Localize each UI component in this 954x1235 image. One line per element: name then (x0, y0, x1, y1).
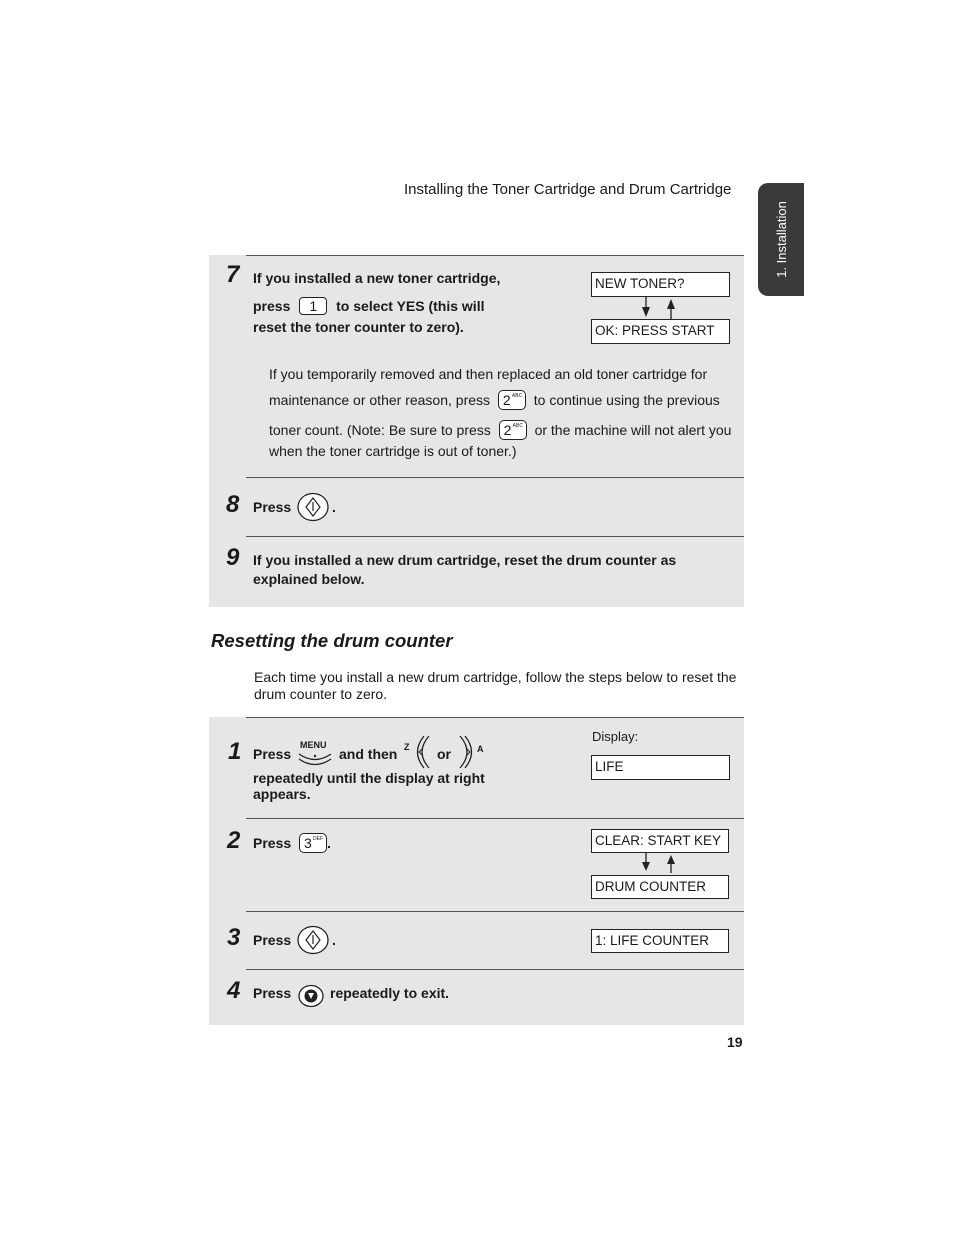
chapter-tab-label: 1. Installation (773, 201, 789, 278)
step-text: If you installed a new drum cartridge, reset the drum counter as (253, 552, 677, 568)
intro-text: Each time you install a new drum cartridge, follow the steps below to reset the (254, 669, 737, 685)
lcd-display: NEW TONER? (591, 272, 730, 297)
divider (246, 818, 744, 819)
step-number: 3 (227, 924, 241, 951)
lcd-display: CLEAR: START KEY (591, 829, 729, 853)
number-key-3: 3 DEF (299, 833, 327, 853)
divider (246, 717, 744, 718)
start-key-icon (297, 925, 331, 955)
right-arrow-key-icon (456, 734, 478, 770)
press-word: Press (253, 985, 292, 1001)
note-text: If you temporarily removed and then replaced an old toner cartridge for (269, 366, 708, 382)
press-word: press (253, 298, 291, 314)
step-text-with-key: Press (253, 499, 292, 515)
divider (246, 911, 744, 912)
period: . (332, 932, 336, 948)
lcd-display: 1: LIFE COUNTER (591, 929, 729, 953)
down-arrow-icon (642, 297, 650, 317)
step-number: 8 (226, 491, 240, 518)
step-text: repeatedly to exit. (330, 985, 450, 1001)
lcd-display: DRUM COUNTER (591, 875, 729, 899)
step-text: appears. (253, 786, 311, 802)
lcd-display: OK: PRESS START (591, 319, 730, 344)
divider (246, 536, 744, 537)
chapter-tab (758, 183, 804, 296)
number-key-2: 2 ABC (498, 390, 526, 410)
step-text-with-key (253, 296, 484, 316)
left-arrow-key-icon (411, 734, 433, 770)
step-text: If you installed a new toner cartridge, (253, 270, 501, 286)
step-text-with-key: Press 3 DEF . (253, 835, 331, 852)
up-arrow-icon (667, 299, 675, 319)
down-arrow-icon (642, 853, 650, 871)
page-number: 19 (727, 1034, 743, 1050)
period: . (332, 499, 336, 515)
running-header: Installing the Toner Cartridge and Drum Cartridge (404, 181, 732, 198)
display-toggle-arrows (636, 853, 676, 875)
right-key-letter: A (477, 744, 484, 754)
period: . (327, 835, 331, 851)
divider (246, 255, 744, 256)
intro-text: drum counter to zero. (254, 686, 388, 702)
display-caption: Display: (592, 729, 639, 744)
stop-key-icon (298, 984, 326, 1008)
menu-key-icon (297, 751, 333, 767)
number-key-2: 2 ABC (499, 420, 527, 440)
divider (246, 477, 744, 478)
step-text: to select YES (this will (336, 298, 485, 314)
step-number: 4 (227, 977, 241, 1004)
lcd-display: LIFE (591, 755, 730, 780)
section-heading: Resetting the drum counter (211, 630, 453, 651)
step-number: 9 (226, 544, 240, 571)
up-arrow-icon (667, 855, 675, 873)
step-text: reset the toner counter to zero). (253, 319, 464, 335)
and-then-text: and then (339, 746, 398, 762)
start-key-icon (297, 492, 331, 522)
display-toggle-arrows (636, 297, 676, 319)
number-key-1: 1 (299, 297, 327, 315)
note-text-with-key: maintenance or other reason, press 2 ABC to continue using the previous (269, 392, 720, 409)
step-text: repeatedly until the display at right (253, 770, 485, 786)
step-text: explained below. (253, 571, 365, 587)
left-key-letter: Z (404, 742, 410, 752)
press-word: Press (253, 932, 292, 948)
press-word: Press (253, 746, 292, 762)
menu-key-label: MENU (300, 740, 327, 750)
divider (246, 969, 744, 970)
step-number: 1 (228, 738, 242, 765)
step-number: 2 (227, 827, 241, 854)
note-text: when the toner cartridge is out of toner.) (269, 443, 517, 459)
step-number: 7 (226, 261, 240, 288)
note-text-with-key: toner count. (Note: Be sure to press 2 ABC or the machine will not alert you (269, 422, 732, 439)
or-text: or (437, 746, 451, 762)
